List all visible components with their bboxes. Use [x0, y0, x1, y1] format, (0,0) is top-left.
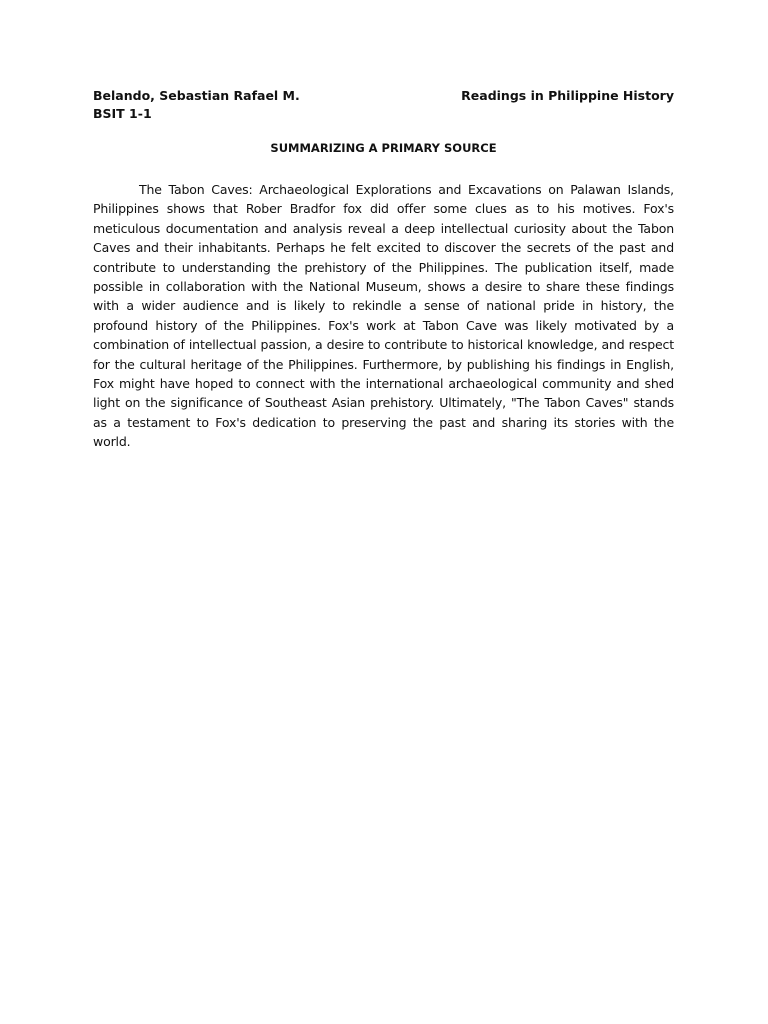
document-title: SUMMARIZING A PRIMARY SOURCE [270, 141, 497, 155]
header-row [93, 87, 674, 105]
section-code: BSIT 1-1 [93, 106, 152, 121]
course-title: Readings in Philippine History [461, 88, 674, 103]
summary-paragraph: The Tabon Caves: Archaeological Explorations and Excavations on Palawan Islands, Philippines shows that Rober Bradfor fox did offer some clues as to his motives. Fox's meticulous documentation and analysis reveal a deep intellectual curiosity about the Tabon Caves and their inhabitants. Perhaps he felt excited to discover the secrets of the past and contribute to understanding the prehistory of the Philippines. The publication itself, made possible in collaboration with the National Museum, shows a desire to share these findings with a wider audience and is likely to rekindle a sense of national pride in history, the profound history of the Philippines. Fox's work at Tabon Cave was likely motivated by a combination of intellectual passion, a desire to contribute to historical knowledge, and respect for the cultural heritage of the Philippines. Furthermore, by publishing his findings in English, Fox might have hoped to connect with the international archaeological community and shed light on the significance of Southeast Asian prehistory. Ultimately, "The Tabon Caves" stands as a testament to Fox's dedication to preserving the past and sharing its stories with the world. [93, 182, 674, 450]
document-header [93, 87, 674, 123]
author-name: Belando, Sebastian Rafael M. [93, 88, 300, 103]
